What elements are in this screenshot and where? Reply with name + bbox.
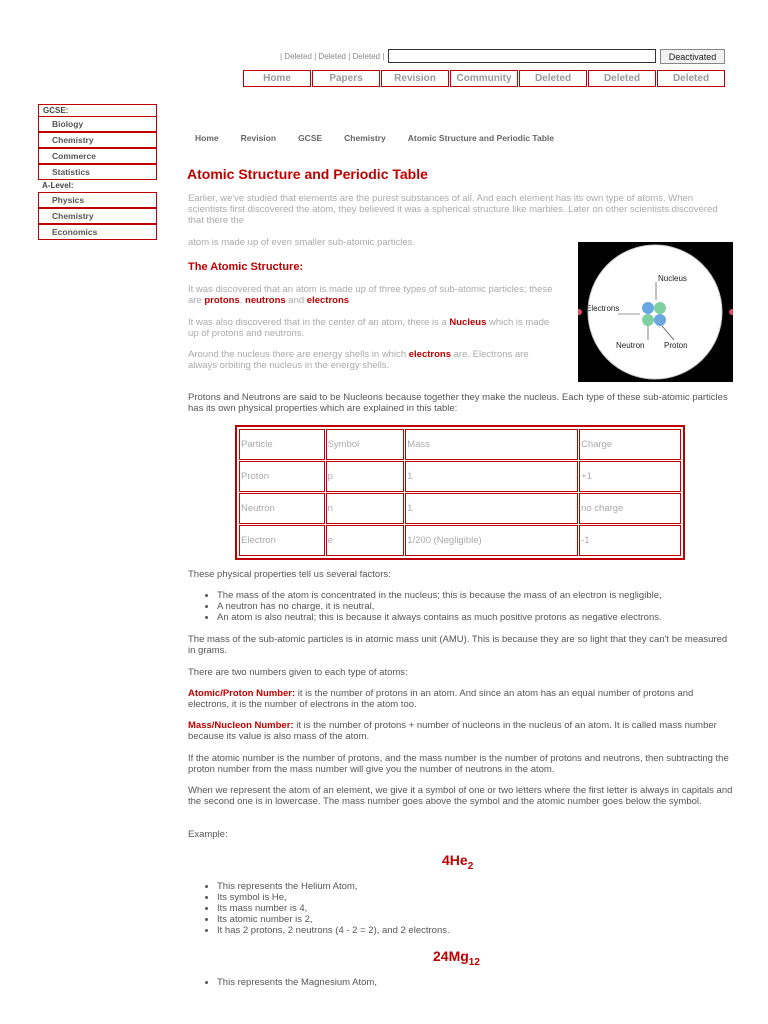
topbar-link[interactable]: | Deleted | <box>348 52 385 61</box>
magnesium-list <box>203 977 737 988</box>
list-item: • Its atomic number is 2, <box>217 914 737 925</box>
table-header-row <box>239 429 681 460</box>
breadcrumb-chemistry[interactable]: Chemistry <box>344 133 386 143</box>
table-cell: no charge <box>579 493 681 524</box>
proton-sphere <box>642 302 654 314</box>
list-item: • This represents the Magnesium Atom, <box>217 977 737 988</box>
text: Around the nucleus there are energy shells in which <box>188 349 409 360</box>
nucleus-label: Nucleus <box>658 274 687 283</box>
table-cell: Proton <box>239 461 325 492</box>
sidebar-heading-gcse: GCSE: <box>38 104 157 116</box>
nucleus-paragraph <box>188 317 558 339</box>
sidebar-item-chemistry[interactable]: Chemistry <box>38 208 157 224</box>
section-heading: The Atomic Structure: <box>188 261 304 273</box>
intro-paragraph: Earlier, we've studied that elements are the purest substances of all. And each element has its own type of atoms. When scientists first discovered the atom, they believed it was a spherical structure like marbles. Later on other scientists discovered that there the <box>188 193 718 226</box>
factors-intro: These physical properties tell us several factors: <box>188 569 391 580</box>
topbar-link[interactable]: | Deleted <box>314 52 346 61</box>
page-title: Atomic Structure and Periodic Table <box>187 166 428 182</box>
search-input[interactable] <box>388 49 656 63</box>
topbar-links <box>280 52 384 61</box>
list-item: • An atom is also neutral; this is because it always contains as much positive protons as negative electrons. <box>217 612 737 623</box>
top-navigation <box>243 70 726 87</box>
formula-subscript: 2 <box>467 860 474 872</box>
text: are. Electrons are always orbiting the nucleus in the energy shells. <box>188 349 529 371</box>
atom-diagram-image <box>578 242 733 382</box>
neutron-label: Neutron <box>616 341 645 350</box>
table-cell: n <box>326 493 405 524</box>
protons-text: protons <box>204 295 240 306</box>
shells-paragraph <box>188 349 558 371</box>
table-cell: p <box>326 461 405 492</box>
sidebar-item-economics[interactable]: Economics <box>38 224 157 240</box>
table-header-cell: Mass <box>405 429 578 460</box>
table-row <box>239 461 681 492</box>
nav-community[interactable]: Community <box>450 70 518 87</box>
neutron-calc-paragraph: If the atomic number is the number of protons, and the mass number is the number of protons and neutrons, then subtracting the proton number from the mass number will give you the number of neutrons in the atom. <box>188 753 729 775</box>
text: It was also discovered that in the center of an atom, there is a <box>188 317 450 328</box>
nav-deleted[interactable]: Deleted <box>588 70 656 87</box>
table-header-cell: Symbol <box>326 429 405 460</box>
table-row <box>239 525 681 556</box>
factors-list <box>203 590 737 623</box>
two-numbers-paragraph: There are two numbers given to each type of atoms: <box>188 667 408 678</box>
formula-text: 24Mg <box>433 948 469 964</box>
intro-paragraph-2: atom is made up of even smaller sub-atomic particles. <box>188 237 416 248</box>
sidebar-item-biology[interactable]: Biology <box>38 116 157 132</box>
example-label: Example: <box>188 829 228 840</box>
nav-deleted[interactable]: Deleted <box>519 70 587 87</box>
deactivated-button[interactable]: Deactivated <box>660 49 725 64</box>
table-cell: 1/200 (Negligible) <box>405 525 578 556</box>
topbar-link[interactable]: | Deleted <box>280 52 312 61</box>
proton-sphere <box>654 314 666 326</box>
breadcrumb <box>195 133 576 143</box>
table-row <box>239 493 681 524</box>
table-cell: Electron <box>239 525 325 556</box>
text: , <box>239 295 246 306</box>
neutrons-text: neutrons <box>245 295 286 306</box>
neutron-sphere <box>642 314 654 326</box>
nucleons-paragraph: Protons and Neutrons are said to be Nucleons because together they make the nucleus. Each type of these sub-atomic particles has its own physical properties which are explained in this table: <box>188 392 728 414</box>
table-header-cell: Charge <box>579 429 681 460</box>
text: and <box>285 295 307 306</box>
formula-subscript: 12 <box>468 956 480 968</box>
particles-paragraph <box>188 284 558 306</box>
sidebar-item-commerce[interactable]: Commerce <box>38 148 157 164</box>
sidebar-item-physics[interactable]: Physics <box>38 192 157 208</box>
mass-number-paragraph <box>188 720 733 742</box>
atom-diagram <box>578 242 733 382</box>
helium-formula <box>442 852 473 872</box>
electrons-text: electrons <box>306 295 350 306</box>
breadcrumb-revision[interactable]: Revision <box>240 133 277 143</box>
nav-home[interactable]: Home <box>243 70 311 87</box>
table-cell: -1 <box>579 525 681 556</box>
electrons-label: Electrons <box>586 304 620 313</box>
nav-deleted[interactable]: Deleted <box>657 70 725 87</box>
sidebar-item-statistics[interactable]: Statistics <box>38 164 157 180</box>
atomic-number-label: Atomic/Proton Number: <box>188 688 296 699</box>
sidebar-item-chemistry[interactable]: Chemistry <box>38 132 157 148</box>
text: it is the number of protons in an atom. And since an atom has an equal number of protons and electrons, it is the number of electrons in the atom too. <box>188 688 694 710</box>
breadcrumb-home[interactable]: Home <box>195 133 219 143</box>
list-item: • The mass of the atom is concentrated in the nucleus; this is because the mass of an electron is negligible, <box>217 590 737 601</box>
table-cell: 1 <box>405 461 578 492</box>
table-cell: +1 <box>579 461 681 492</box>
table-cell: 1 <box>405 493 578 524</box>
sidebar <box>38 104 157 240</box>
representation-paragraph: When we represent the atom of an element, we give it a symbol of one or two letters where the first letter is always in capitals and the second one is in lowercase. The mass number goes above the symbol and the atomic number goes below the symbol. <box>188 785 733 807</box>
electrons-text: electrons <box>408 349 451 360</box>
list-item: • Its symbol is He, <box>217 892 737 903</box>
text: it is the number of protons + number of nucleons in the nucleus of an atom. It is called mass number because its value is also mass of the atom. <box>188 720 717 742</box>
atomic-number-paragraph <box>188 688 733 710</box>
table-cell: e <box>326 525 405 556</box>
list-item: • A neutron has no charge, it is neutral, <box>217 601 737 612</box>
neutron-sphere <box>654 302 666 314</box>
amu-paragraph: The mass of the sub-atomic particles is in atomic mass unit (AMU). This is because they are so light that they can't be measured in grams. <box>188 634 728 656</box>
helium-list <box>203 881 737 936</box>
particle-properties-table <box>235 425 685 560</box>
list-item: • It has 2 protons, 2 neutrons (4 - 2 = 2), and 2 electrons. <box>217 925 737 936</box>
breadcrumb-gcse[interactable]: GCSE <box>298 133 323 143</box>
nucleus-text: Nucleus <box>449 317 487 328</box>
formula-text: 4He <box>442 852 468 868</box>
list-item: • Its mass number is 4, <box>217 903 737 914</box>
magnesium-formula <box>433 948 480 968</box>
table-header-cell: Particle <box>239 429 325 460</box>
text: which is made up of protons and neutrons. <box>188 317 550 339</box>
list-item: • This represents the Helium Atom, <box>217 881 737 892</box>
nav-papers[interactable]: Papers <box>312 70 380 87</box>
breadcrumb-current[interactable]: Atomic Structure and Periodic Table <box>407 133 554 143</box>
table-cell: Neutron <box>239 493 325 524</box>
proton-label: Proton <box>664 341 688 350</box>
mass-number-label: Mass/Nucleon Number: <box>188 720 294 731</box>
nav-revision[interactable]: Revision <box>381 70 449 87</box>
text: It was discovered that an atom is made up of three types of sub-atomic particles; these are <box>188 284 553 306</box>
sidebar-heading-alevel: A-Level: <box>42 181 74 190</box>
